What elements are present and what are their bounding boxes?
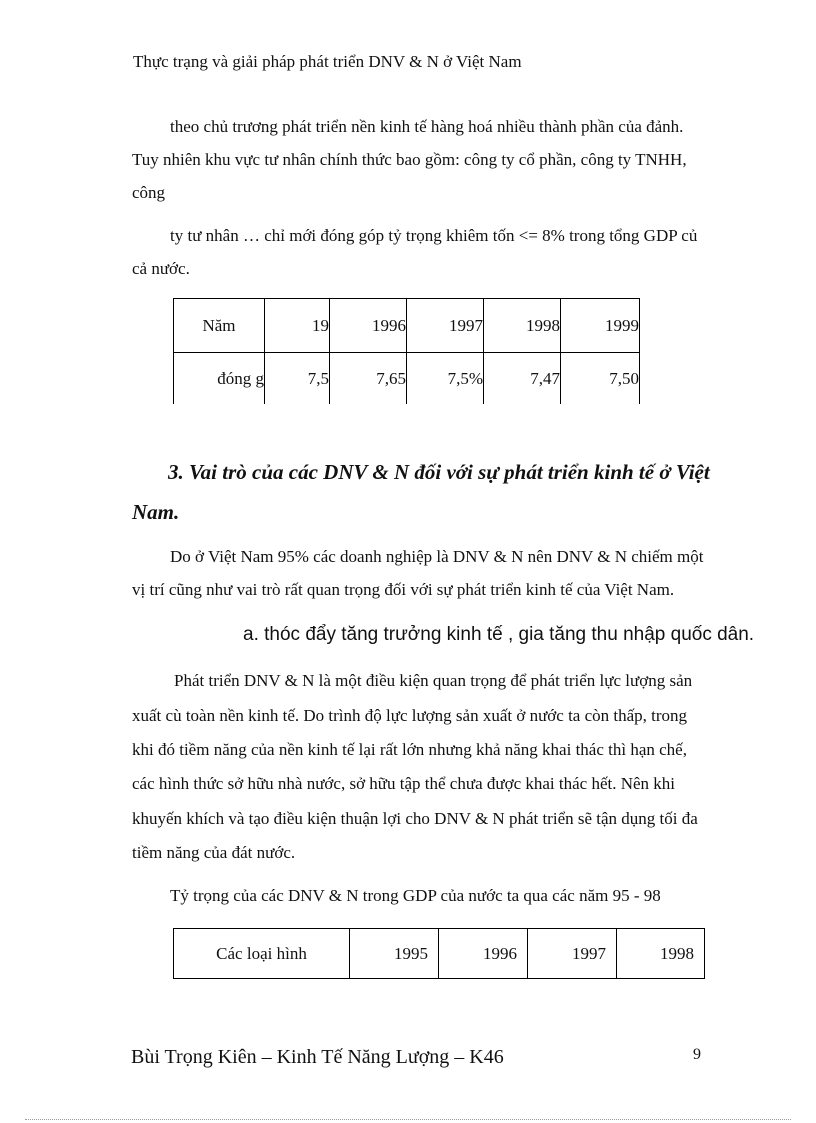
table-row <box>174 929 705 979</box>
page-number: 9 <box>693 1046 701 1063</box>
table-header-cell: 1996 <box>439 929 528 979</box>
section-3-para-line-2: vị trí cũng như vai trò rất quan trọng đối với sự phát triển kinh tế của Việt Nam. <box>132 580 675 599</box>
subsection-a-line-6: tiềm năng của đát nước. <box>132 843 296 862</box>
footer-author: Bùi Trọng Kiên – Kinh Tế Năng Lượng – K46 <box>131 1046 504 1068</box>
table-row <box>174 353 640 404</box>
intro-line-5: cả nước. <box>132 259 190 278</box>
table-header-cell: 1999 <box>561 299 640 353</box>
table-cell: 7,5% <box>407 353 484 404</box>
table-header-cell: 1995 <box>350 929 439 979</box>
page-bottom-divider <box>25 1119 791 1120</box>
table-header-cell: 1998 <box>617 929 705 979</box>
table-header-cell: 1997 <box>407 299 484 353</box>
section-3-heading-line-2: Nam. <box>132 500 180 524</box>
table-header-cell: Năm <box>174 299 265 353</box>
table-header-cell: 1997 <box>528 929 617 979</box>
table-2-caption: Tỷ trọng của các DNV & N trong GDP của nước ta qua các năm 95 - 98 <box>170 886 661 905</box>
subsection-a-line-3: khi đó tiềm năng của nền kinh tế lại rất lớn nhưng khả năng khai thác thì hạn chế, <box>132 740 687 759</box>
table-cell: đóng g <box>174 353 265 404</box>
intro-line-3: công <box>132 183 166 202</box>
table-header-cell: 19 <box>265 299 330 353</box>
subsection-a-heading: a. thóc đẩy tăng trưởng kinh tế , gia tăng thu nhập quốc dân. <box>243 624 755 645</box>
table-cell: 7,65 <box>330 353 407 404</box>
subsection-a-line-2: xuất cù toàn nền kinh tế. Do trình độ lực lượng sản xuất ở nước ta còn thấp, trong <box>132 706 688 725</box>
subsection-a-line-1: Phát triển DNV & N là một điều kiện quan trọng để phát triển lực lượng sản <box>174 671 693 690</box>
table-cell: 7,50 <box>561 353 640 404</box>
gdp-share-table-1 <box>173 298 640 404</box>
table-header-cell: Các loại hình <box>174 929 350 979</box>
subsection-a-line-5: khuyến khích và tạo điều kiện thuận lợi cho DNV & N phát triển sẽ tận dụng tối đa <box>132 809 698 828</box>
section-3-heading-line-1: 3. Vai trò của các DNV & N đối với sự phát triển kinh tế ở Việt <box>168 460 710 484</box>
table-header-cell: 1996 <box>330 299 407 353</box>
section-3-para-line-1: Do ở Việt Nam 95% các doanh nghiệp là DNV & N nên DNV & N chiếm một <box>170 547 704 566</box>
table-cell: 7,5 <box>265 353 330 404</box>
intro-line-4: ty tư nhân … chỉ mới đóng góp tỷ trọng khiêm tốn <= 8% trong tổng GDP củ <box>170 226 698 245</box>
subsection-a-line-4: các hình thức sở hữu nhà nước, sở hữu tập thể chưa được khai thác hết. Nên khi <box>132 774 676 793</box>
table-cell: 7,47 <box>484 353 561 404</box>
intro-line-1: theo chủ trương phát triển nền kinh tế hàng hoá nhiều thành phần của đảnh. <box>170 117 684 136</box>
running-header: Thực trạng và giải pháp phát triển DNV & N ở Việt Nam <box>133 52 522 71</box>
intro-line-2: Tuy nhiên khu vực tư nhân chính thức bao gồm: công ty cổ phần, công ty TNHH, <box>132 150 687 169</box>
gdp-share-table-2 <box>173 928 705 979</box>
table-row <box>174 299 640 353</box>
table-header-cell: 1998 <box>484 299 561 353</box>
